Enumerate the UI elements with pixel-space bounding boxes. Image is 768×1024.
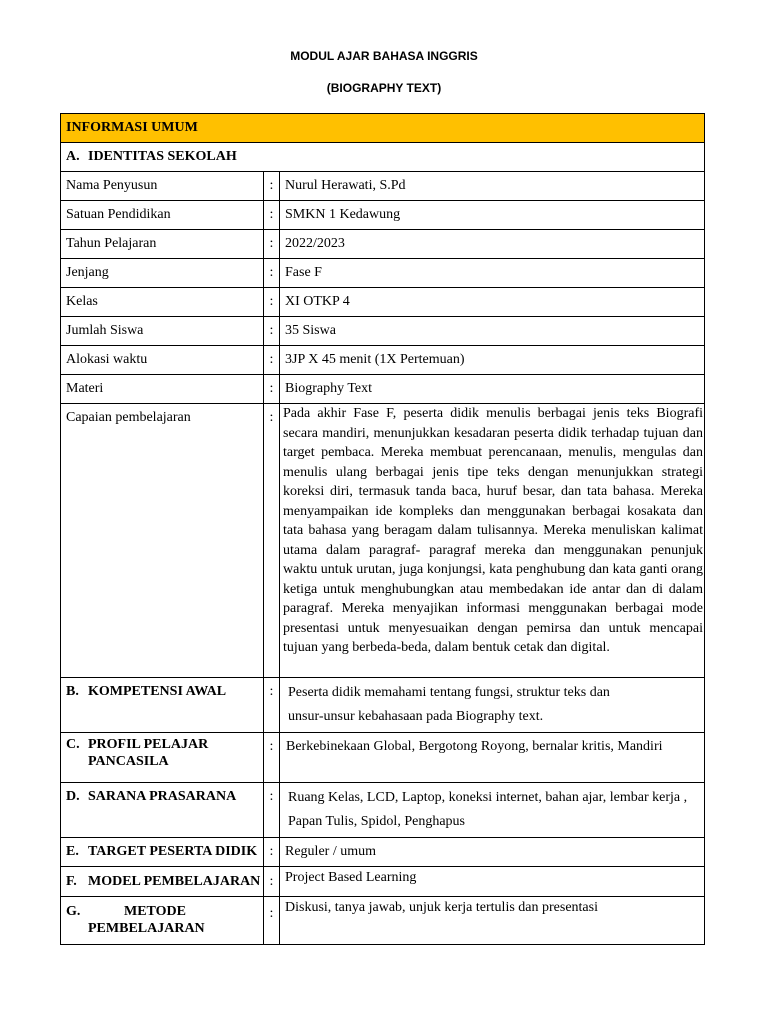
table-row-capaian bbox=[61, 404, 705, 678]
row-colon: : bbox=[264, 838, 280, 867]
row-colon: : bbox=[264, 201, 280, 230]
table-row bbox=[61, 259, 705, 288]
section-label: SARANA PRASARANA bbox=[88, 789, 237, 804]
row-colon: : bbox=[264, 404, 280, 678]
section-label: KOMPETENSI AWAL bbox=[88, 684, 227, 699]
page-subtitle: (BIOGRAPHY TEXT) bbox=[326, 81, 442, 95]
table-row bbox=[61, 375, 705, 404]
row-label: Materi bbox=[61, 375, 264, 404]
section-title-identitas bbox=[61, 143, 705, 172]
table-row bbox=[61, 172, 705, 201]
row-label bbox=[61, 783, 264, 838]
row-colon: : bbox=[264, 259, 280, 288]
row-label: Nama Penyusun bbox=[61, 172, 264, 201]
row-colon: : bbox=[264, 867, 280, 897]
table-row-target bbox=[61, 838, 705, 867]
row-value: Diskusi, tanya jawab, unjuk kerja tertulis dan presentasi bbox=[280, 897, 705, 945]
section-header-informasi-umum: INFORMASI UMUM bbox=[61, 114, 705, 143]
section-letter: B. bbox=[66, 684, 79, 699]
row-label: Tahun Pelajaran bbox=[61, 230, 264, 259]
section-label: TARGET PESERTA DIDIK bbox=[88, 844, 258, 859]
row-label: Jenjang bbox=[61, 259, 264, 288]
row-value: Berkebinekaan Global, Bergotong Royong, bernalar kritis, Mandiri bbox=[280, 733, 705, 783]
table-row bbox=[61, 201, 705, 230]
row-label: Satuan Pendidikan bbox=[61, 201, 264, 230]
section-letter: D. bbox=[66, 789, 80, 804]
row-value: Nurul Herawati, S.Pd bbox=[280, 172, 705, 201]
section-header-row bbox=[61, 114, 705, 143]
row-value: 2022/2023 bbox=[280, 230, 705, 259]
module-info-table bbox=[60, 113, 705, 945]
row-label: Jumlah Siswa bbox=[61, 317, 264, 346]
row-colon: : bbox=[264, 897, 280, 945]
table-row bbox=[61, 230, 705, 259]
row-label: Capaian pembelajaran bbox=[61, 404, 264, 678]
row-label bbox=[61, 733, 264, 783]
table-row bbox=[61, 288, 705, 317]
table-row bbox=[61, 346, 705, 375]
table-row bbox=[61, 317, 705, 346]
table-row-metode bbox=[61, 897, 705, 945]
row-value: 3JP X 45 menit (1X Pertemuan) bbox=[280, 346, 705, 375]
row-label bbox=[61, 867, 264, 897]
value-line: Papan Tulis, Spidol, Penghapus bbox=[288, 814, 465, 829]
row-colon: : bbox=[264, 317, 280, 346]
row-value: XI OTKP 4 bbox=[280, 288, 705, 317]
row-value: Project Based Learning bbox=[280, 867, 705, 897]
row-colon: : bbox=[264, 783, 280, 838]
row-label bbox=[61, 838, 264, 867]
section-label: PEMBELAJARAN bbox=[88, 921, 205, 936]
row-label: Kelas bbox=[61, 288, 264, 317]
row-colon: : bbox=[264, 346, 280, 375]
section-label: MODEL PEMBELAJARAN bbox=[88, 873, 261, 889]
row-label: Alokasi waktu bbox=[61, 346, 264, 375]
section-label: PROFIL PELAJAR bbox=[88, 737, 209, 752]
page-title: MODUL AJAR BAHASA INGGRIS bbox=[290, 49, 478, 63]
section-letter: C. bbox=[66, 737, 80, 752]
section-letter: F. bbox=[66, 873, 77, 889]
row-value: 35 Siswa bbox=[280, 317, 705, 346]
row-label bbox=[61, 678, 264, 733]
row-value bbox=[280, 783, 705, 838]
section-label: METODE bbox=[124, 904, 186, 919]
table-row-kompetensi-awal bbox=[61, 678, 705, 733]
value-line: unsur-unsur kebahasaan pada Biography text. bbox=[288, 709, 544, 724]
row-colon: : bbox=[264, 733, 280, 783]
row-value bbox=[280, 678, 705, 733]
section-row-identitas bbox=[61, 143, 705, 172]
row-colon: : bbox=[264, 678, 280, 733]
section-letter: G. bbox=[66, 904, 81, 919]
section-letter: A. bbox=[66, 149, 80, 164]
value-line: Ruang Kelas, LCD, Laptop, koneksi internet, bahan ajar, lembar kerja , bbox=[288, 790, 688, 805]
table-row-sarana bbox=[61, 783, 705, 838]
row-value: Fase F bbox=[280, 259, 705, 288]
table-row-profil bbox=[61, 733, 705, 783]
row-colon: : bbox=[264, 375, 280, 404]
table-row-model bbox=[61, 867, 705, 897]
row-value: SMKN 1 Kedawung bbox=[280, 201, 705, 230]
value-line: Peserta didik memahami tentang fungsi, struktur teks dan bbox=[288, 685, 610, 700]
row-colon: : bbox=[264, 172, 280, 201]
row-label bbox=[61, 897, 264, 945]
section-label: IDENTITAS SEKOLAH bbox=[88, 149, 237, 164]
row-value: Reguler / umum bbox=[280, 838, 705, 867]
section-letter: E. bbox=[66, 844, 79, 859]
row-colon: : bbox=[264, 288, 280, 317]
row-value: Biography Text bbox=[280, 375, 705, 404]
capaian-text: Pada akhir Fase F, peserta didik menulis berbagai jenis teks Biografi secara mandiri, menunjukkan kesadaran peserta didik terhadap tujuan dan target pembaca. Mereka membuat perencanaan, menulis, mengulas dan menulis ulang berbagai jenis tipe teks dengan menunjukkan strategi koreksi diri, termasuk tanda baca, huruf besar, dan tata bahasa. Mereka menyampaikan ide kompleks dan menggunakan berbagai kosakata dan tata bahasa yang beragam dalam tulisannya. Mereka menuliskan kalimat utama dalam paragraf- paragraf mereka dan menggunakan penunjuk waktu untuk urutan, juga konjungsi, kata penghubung dan kata ganti orang ketiga untuk menghubungkan atau membedakan ide antar dan di dalam paragraf. Mereka menyajikan informasi menggunakan berbagai mode presentasi untuk menyesuaikan dengan pemirsa dan untuk mencapai tujuan yang berbeda-beda, dalam bentuk cetak dan digital. bbox=[283, 406, 703, 655]
row-value-capaian bbox=[280, 404, 705, 678]
row-colon: : bbox=[264, 230, 280, 259]
section-label: PANCASILA bbox=[88, 754, 169, 769]
